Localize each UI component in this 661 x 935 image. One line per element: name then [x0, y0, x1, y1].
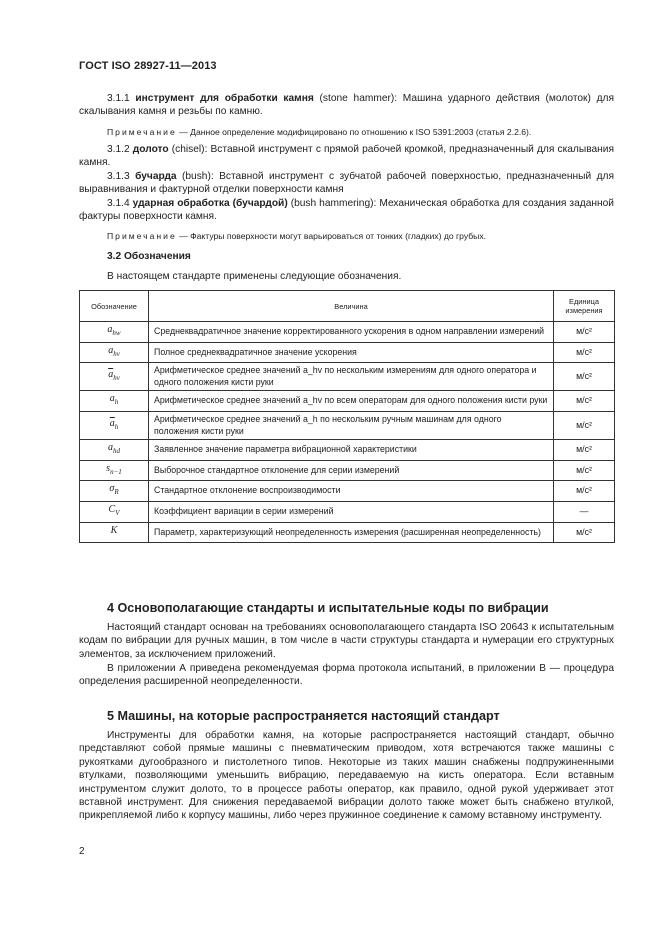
- quantity-cell: Арифметическое среднее значений a_h по нескольким ручным машинам для одного положения кисти руки: [149, 411, 554, 439]
- definition-3-1-4: 3.1.4 ударная обработка (бучардой) (bush hammering): Механическая обработка для создания заданной фактуры поверхности камня.: [79, 198, 614, 223]
- definition-3-1-1: 3.1.1 инструмент для обработки камня (stone hammer): Машина ударного действия (молоток) для скалывания камня и резьбы по камню.: [79, 93, 614, 118]
- symbol-cell: [80, 342, 149, 363]
- document-header: ГОСТ ISO 28927-11—2013: [79, 60, 217, 72]
- quantity-cell: Выборочное стандартное отклонение для серии измерений: [149, 460, 554, 481]
- symbol-main: s: [106, 462, 111, 474]
- note-2: Примечание — Фактуры поверхности могут варьироваться от тонких (гладких) до грубых.: [107, 231, 487, 241]
- symbol-cell: [80, 363, 149, 391]
- symbol-main: a: [107, 324, 113, 335]
- section-3-2-intro: В настоящем стандарте применены следующие обозначения.: [107, 271, 402, 282]
- symbol-cell: [80, 522, 149, 543]
- unit-cell: м/с²: [554, 411, 615, 439]
- unit-cell: —: [554, 501, 615, 522]
- symbol-cell: [80, 322, 149, 343]
- symbol-main: a: [108, 344, 114, 356]
- symbol-subscript: n−1: [110, 467, 122, 476]
- symbol-main: a: [108, 442, 113, 454]
- symbol-subscript: hv: [113, 349, 120, 358]
- symbol-subscript: hv: [113, 373, 120, 382]
- unit-cell: м/с²: [554, 481, 615, 502]
- symbol-subscript: h: [114, 422, 119, 431]
- table-row: [80, 363, 615, 391]
- symbol-subscript: h: [114, 398, 119, 407]
- quantity-cell: Среднеквадратичное значение корректированного ускорения в одном направлении измерений: [149, 322, 554, 343]
- symbol-subscript: R: [114, 488, 119, 497]
- symbol-main: a: [109, 393, 115, 405]
- symbol-main: $\overline{a}$: [108, 368, 114, 380]
- symbol-subscript: V: [115, 508, 120, 517]
- symbol-cell: [80, 501, 149, 522]
- section-4-paragraph-1: Настоящий стандарт основан на требованиях основополагающего стандарта ISO 20643 к испытательным кодам по вибрации для ручных машин, в том числе в части структуры стандарта и нумерации его структурных элементов, за исключением приложений.: [79, 622, 614, 660]
- symbol-subscript: hw: [112, 329, 121, 337]
- table-row: [80, 481, 615, 502]
- quantity-cell: Коэффициент вариации в серии измерений: [149, 501, 554, 522]
- table-row: [80, 460, 615, 481]
- table-row: [80, 440, 615, 461]
- unit-cell: м/с²: [554, 363, 615, 391]
- table-row: [80, 391, 615, 412]
- unit-cell: м/с²: [554, 342, 615, 363]
- section-5-heading: 5 Машины, на которые распространяется настоящий стандарт: [107, 709, 500, 723]
- page-number: 2: [79, 846, 85, 857]
- symbols-table: [79, 290, 615, 543]
- quantity-cell: Арифметическое среднее значений a_hv по нескольким измерениям для одного оператора и одного положения кисти руки: [149, 363, 554, 391]
- symbol-cell: [80, 391, 149, 412]
- section-3-2-heading: 3.2 Обозначения: [107, 251, 191, 262]
- col-header-quantity: Величина: [149, 291, 554, 322]
- col-header-symbol: Обозначение: [80, 291, 149, 322]
- quantity-cell: Параметр, характеризующий неопределенность измерения (расширенная неопределенность): [149, 522, 554, 543]
- symbol-cell: [80, 440, 149, 461]
- symbol-main: C: [108, 503, 116, 515]
- col-header-unit: Единица измерения: [554, 291, 615, 322]
- table-row: [80, 342, 615, 363]
- quantity-cell: Заявленное значение параметра вибрационной характеристики: [149, 440, 554, 461]
- symbol-subscript: hd: [113, 447, 120, 456]
- symbol-main: $\overline{a}$: [109, 417, 115, 429]
- symbol-cell: [80, 460, 149, 481]
- definition-3-1-3: 3.1.3 бучарда (bush): Вставной инструмент с зубчатой рабочей поверхностью, предназначенный для выравнивания и фактурной отделки поверхности камня: [79, 171, 614, 196]
- unit-cell: м/с²: [554, 440, 615, 461]
- section-4-paragraph-2: В приложении А приведена рекомендуемая форма протокола испытаний, в приложении В — процедура определения расширенной неопределенности.: [79, 663, 614, 688]
- symbol-cell: [80, 411, 149, 439]
- note-1: Примечание — Данное определение модифицировано по отношению к ISO 5391:2003 (статья 2.2.6).: [107, 127, 532, 137]
- section-5-paragraph: Инструменты для обработки камня, на которые распространяется настоящий стандарт, обычно представляют собой прямые машины с пневматическим приводом, хотя встречаются также машины с рукоятками дугообразного и пистолетного типов. Некоторые из таких машин снабжены подпружиненными втулками, позволяющими уменьшить вибрацию, передаваемую на кисть оператора. Если вставным инструментом служит долото, то в процессе работы оператор, как правило, одной рукой удерживает этот вставной инструмент. Для снижения передаваемой вибрации долото также может быть снабжено втулкой, прикрепляемой либо к корпусу машины, либо через пружинное соединение к самому вставному инструменту.: [79, 730, 614, 822]
- quantity-cell: Арифметическое среднее значений a_hv по всем операторам для одного положения кисти руки: [149, 391, 554, 412]
- unit-cell: м/с²: [554, 322, 615, 343]
- definition-3-1-2: 3.1.2 долото (chisel): Вставной инструмент с прямой рабочей кромкой, предназначенный для скалывания камня.: [79, 144, 614, 169]
- symbol-cell: [80, 481, 149, 502]
- symbol-main: σ: [109, 483, 115, 495]
- quantity-cell: Стандартное отклонение воспроизводимости: [149, 481, 554, 502]
- unit-cell: м/с²: [554, 391, 615, 412]
- table-row: [80, 411, 615, 439]
- unit-cell: м/с²: [554, 522, 615, 543]
- quantity-cell: Полное среднеквадратичное значение ускорения: [149, 342, 554, 363]
- table-header-row: [80, 291, 615, 322]
- table-row: [80, 522, 615, 543]
- symbol-main: K: [110, 524, 118, 536]
- section-4-heading: 4 Основополагающие стандарты и испытательные коды по вибрации: [107, 601, 549, 615]
- table-row: [80, 322, 615, 343]
- table-row: [80, 501, 615, 522]
- unit-cell: м/с²: [554, 460, 615, 481]
